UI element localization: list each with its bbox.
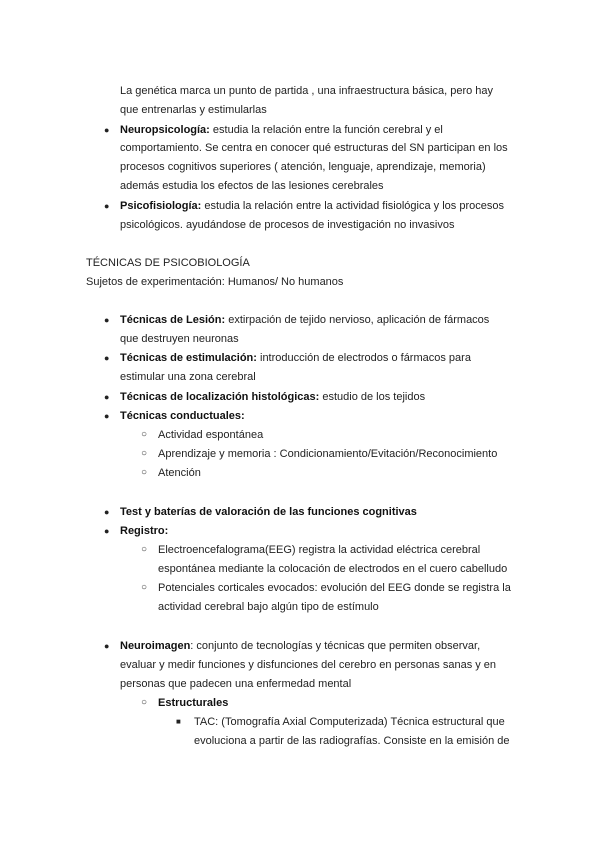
neuroimagen-term: Neuroimagen (120, 640, 191, 652)
intro-line-2: que entrenarlas y estimularlas (120, 104, 267, 116)
bullet-icon: ● (104, 392, 110, 402)
bullet-icon: ● (104, 125, 110, 135)
tests-label: Test y baterías de valoración de las funciones cognitivas (120, 506, 417, 518)
tac-line-1: TAC: (Tomografía Axial Computerizada) Técnica estructural que (194, 716, 505, 728)
psicofisiologia-term: Psicofisiología: (120, 200, 202, 212)
neuropsicologia-desc: estudia la relación entre la función cerebral y el (209, 124, 443, 136)
neuropsicologia-line-2: comportamiento. Se centra en conocer qué estructuras del SN participan en los (120, 142, 508, 154)
conductuales-item: Atención (158, 467, 201, 479)
registro-label: Registro: (120, 525, 169, 537)
bullet-icon: ● (104, 315, 110, 325)
subjects-line: Sujetos de experimentación: Humanos/ No humanos (86, 276, 344, 288)
bullet-icon: ● (104, 411, 110, 421)
neuroimagen-line-1 (120, 639, 480, 653)
circle-bullet-icon: ○ (141, 544, 148, 555)
psicofisiologia-line-1 (120, 199, 504, 213)
estimulacion-desc: introducción de electrodos o fármacos para (256, 352, 471, 364)
estimulacion-term: Técnicas de estimulación: (120, 352, 257, 364)
bullet-icon: ● (104, 641, 110, 651)
neuroimagen-line-3: personas que padecen una enfermedad mental (120, 678, 352, 690)
neuropsicologia-line-3: procesos cognitivos superiores ( atención, lenguaje, aprendizaje, memoria) (120, 161, 486, 173)
bullet-icon: ● (104, 201, 110, 211)
localizacion-line (120, 390, 425, 404)
lesion-line-1 (120, 313, 489, 327)
neuropsicologia-term: Neuropsicología: (120, 124, 210, 136)
square-bullet-icon: ■ (176, 717, 181, 726)
conductuales-term: Técnicas conductuales: (120, 410, 245, 422)
estimulacion-line-2: estimular una zona cerebral (120, 371, 256, 383)
circle-bullet-icon: ○ (141, 697, 148, 708)
bullet-icon: ● (104, 507, 110, 517)
tac-line-2: evoluciona a partir de las radiografías. Consiste en la emisión de (194, 735, 510, 747)
circle-bullet-icon: ○ (141, 467, 148, 478)
potenciales-line-2: actividad cerebral bajo algún tipo de estímulo (158, 601, 379, 613)
neuropsicologia-line-1 (120, 123, 443, 137)
eeg-line-1: Electroencefalograma(EEG) registra la actividad eléctrica cerebral (158, 544, 481, 556)
potenciales-line-1: Potenciales corticales evocados: evolución del EEG donde se registra la (158, 582, 511, 594)
neuroimagen-desc: : conjunto de tecnologías y técnicas que permiten observar, (190, 640, 481, 652)
eeg-line-2: espontánea mediante la colocación de electrodos en el cuero cabelludo (158, 563, 508, 575)
section-title: TÉCNICAS DE PSICOBIOLOGÍA (86, 257, 250, 269)
intro-line-1: La genética marca un punto de partida , una infraestructura básica, pero hay (120, 85, 494, 97)
bullet-icon: ● (104, 526, 110, 536)
circle-bullet-icon: ○ (141, 448, 148, 459)
circle-bullet-icon: ○ (141, 429, 148, 440)
localizacion-desc: estudio de los tejidos (319, 391, 426, 403)
lesion-line-2: que destruyen neuronas (120, 333, 239, 345)
psicofisiologia-line-2: psicológicos. ayudándose de procesos de investigación no invasivos (120, 219, 455, 231)
conductuales-item: Actividad espontánea (158, 429, 264, 441)
localizacion-term: Técnicas de localización histológicas: (120, 391, 320, 403)
bullet-icon: ● (104, 353, 110, 363)
lesion-term: Técnicas de Lesión: (120, 314, 226, 326)
estimulacion-line-1 (120, 351, 471, 365)
circle-bullet-icon: ○ (141, 582, 148, 593)
conductuales-item: Aprendizaje y memoria : Condicionamiento/Evitación/Reconocimiento (158, 448, 498, 460)
psicofisiologia-desc: estudia la relación entre la actividad fisiológica y los procesos (201, 200, 504, 212)
neuroimagen-line-2: evaluar y medir funciones y disfunciones del cerebro en personas sanas y en (120, 659, 497, 671)
lesion-desc: extirpación de tejido nervioso, aplicación de fármacos (225, 314, 490, 326)
estructurales-label: Estructurales (158, 697, 229, 709)
neuropsicologia-line-4: además estudia los efectos de las lesiones cerebrales (120, 180, 384, 192)
